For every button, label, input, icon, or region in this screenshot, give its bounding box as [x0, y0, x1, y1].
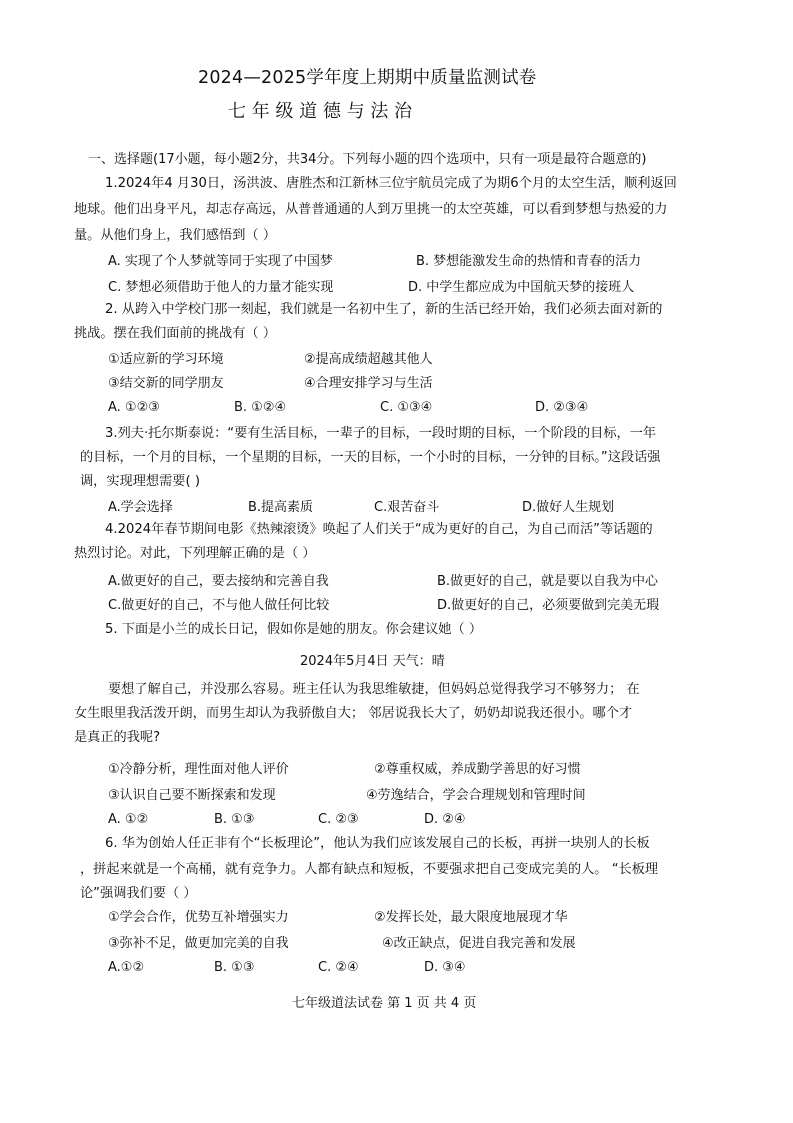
q5-diary-line-2: 女生眼里我活泼开朗，而男生却认为我骄傲自大； 邻居说我长大了，奶奶却说我还很小。哪个才: [74, 706, 633, 721]
q5-option-b: B. ①③: [214, 812, 255, 827]
q5-diary-line-3: 是真正的我呢?: [74, 730, 161, 745]
q5-option-a: A. ①②: [108, 812, 149, 827]
q1-option-a: A. 实现了个人梦就等同于实现了中国梦: [108, 254, 333, 269]
q6-item-2: ②发挥长处，最大限度地展现才华: [374, 910, 568, 925]
q5-diary-header: 2024年5月4日 天气：晴: [300, 654, 445, 669]
q6-item-3: ③弥补不足，做更加完美的自我: [108, 936, 289, 951]
q1-option-d: D. 中学生都应成为中国航天梦的接班人: [408, 280, 635, 295]
q6-option-c: C. ②④: [318, 960, 359, 975]
q6-line-1: 6. 华为创始人任正非有个“长板理论”，他认为我们应该发展自己的长板，再拼一块别人的长板: [105, 836, 650, 851]
q4-option-b: B.做更好的自己，就是要以自我为中心: [437, 574, 659, 589]
q2-item-3: ③结交新的同学朋友: [108, 376, 224, 391]
q5-item-4: ④劳逸结合，学会合理规划和管理时间: [366, 788, 586, 803]
q6-option-b: B. ①③: [214, 960, 255, 975]
exam-title: 2024—2025学年度上期期中质量监测试卷: [198, 68, 537, 88]
q6-item-1: ①学会合作，优势互补增强实力: [108, 910, 289, 925]
q5-line: 5. 下面是小兰的成长日记，假如你是她的朋友。你会建议她（ ）: [105, 622, 483, 637]
q5-option-d: D. ②④: [424, 812, 466, 827]
q1-line-3: 量。从他们身上，我们感悟到（ ）: [74, 228, 277, 243]
q3-option-c: C.艰苦奋斗: [374, 500, 440, 515]
q2-option-c: C. ①③④: [380, 400, 433, 415]
q1-option-c: C. 梦想必须借助于他人的力量才能实现: [108, 280, 334, 295]
q5-option-c: C. ②③: [318, 812, 359, 827]
q1-line-2: 地球。他们出身平凡，却志存高远，从普普通通的人到万里挑一的太空英雄，可以看到梦想与热爱的力: [74, 202, 668, 217]
q3-line-2: 的目标，一个月的目标，一个星期的目标，一天的目标，一个小时的目标，一分钟的目标。”这段话强: [80, 450, 661, 465]
q3-line-3: 调，实现理想需要( ): [80, 474, 200, 489]
q4-option-a: A.做更好的自己，要去接纳和完善自我: [108, 574, 329, 589]
subject-title: 七 年 级 道 德 与 法 治: [228, 101, 413, 122]
q2-line-2: 挑战。摆在我们面前的挑战有（ ）: [74, 326, 277, 341]
q4-line-2: 热烈讨论。对此，下列理解正确的是（ ）: [74, 546, 316, 561]
q1-option-b: B. 梦想能激发生命的热情和青春的活力: [416, 254, 642, 269]
section-heading: 一、选择题(17小题，每小题2分，共34分。下列每小题的四个选项中，只有一项是最符合题意的): [88, 152, 647, 167]
q5-item-2: ②尊重权威，养成勤学善思的好习惯: [374, 762, 581, 777]
q6-line-3: 论”强调我们要（ ）: [80, 886, 197, 901]
q4-line-1: 4.2024年春节期间电影《热辣滚烫》唤起了人们关于“成为更好的自己，为自己而活”等话题的: [105, 522, 653, 537]
q5-item-1: ①冷静分析，理性面对他人评价: [108, 762, 289, 777]
q2-item-1: ①适应新的学习环境: [108, 352, 224, 367]
q2-line-1: 2. 从跨入中学校门那一刻起，我们就是一名初中生了，新的生活已经开始，我们必须去面对新的: [105, 302, 663, 317]
q2-item-4: ④合理安排学习与生活: [304, 376, 433, 391]
q4-option-c: C.做更好的自己，不与他人做任何比较: [108, 598, 330, 613]
q5-item-3: ③认识自己要不断探索和发现: [108, 788, 276, 803]
q2-option-a: A. ①②③: [108, 400, 160, 415]
q3-option-d: D.做好人生规划: [522, 500, 615, 515]
page-footer: 七年级道法试卷 第 1 页 共 4 页: [292, 996, 477, 1011]
q5-diary-line-1: 要想了解自己，并没那么容易。班主任认为我思维敏捷，但妈妈总觉得我学习不够努力； 在: [108, 682, 640, 697]
q6-option-a: A.①②: [108, 960, 145, 975]
q4-option-d: D.做更好的自己，必须要做到完美无瑕: [437, 598, 660, 613]
q2-item-2: ②提高成绩超越其他人: [304, 352, 433, 367]
q6-line-2: ，拼起来就是一个高桶，就有竞争力。人都有缺点和短板，不要强求把自己变成完美的人。 “长板理: [80, 862, 659, 877]
q6-option-d: D. ③④: [424, 960, 466, 975]
q2-option-d: D. ②③④: [535, 400, 589, 415]
q3-option-a: A.学会选择: [108, 500, 173, 515]
q1-line-1: 1.2024年4 月30日，汤洪波、唐胜杰和江新林三位宇航员完成了为期6个月的太空生活，顺利返回: [105, 176, 677, 191]
q6-item-4: ④改正缺点，促进自我完善和发展: [382, 936, 576, 951]
q3-option-b: B.提高素质: [248, 500, 314, 515]
q2-option-b: B. ①②④: [234, 400, 287, 415]
q3-line-1: 3.列夫·托尔斯泰说：“要有生活目标，一辈子的目标，一段时期的目标，一个阶段的目标，一年: [105, 426, 657, 441]
